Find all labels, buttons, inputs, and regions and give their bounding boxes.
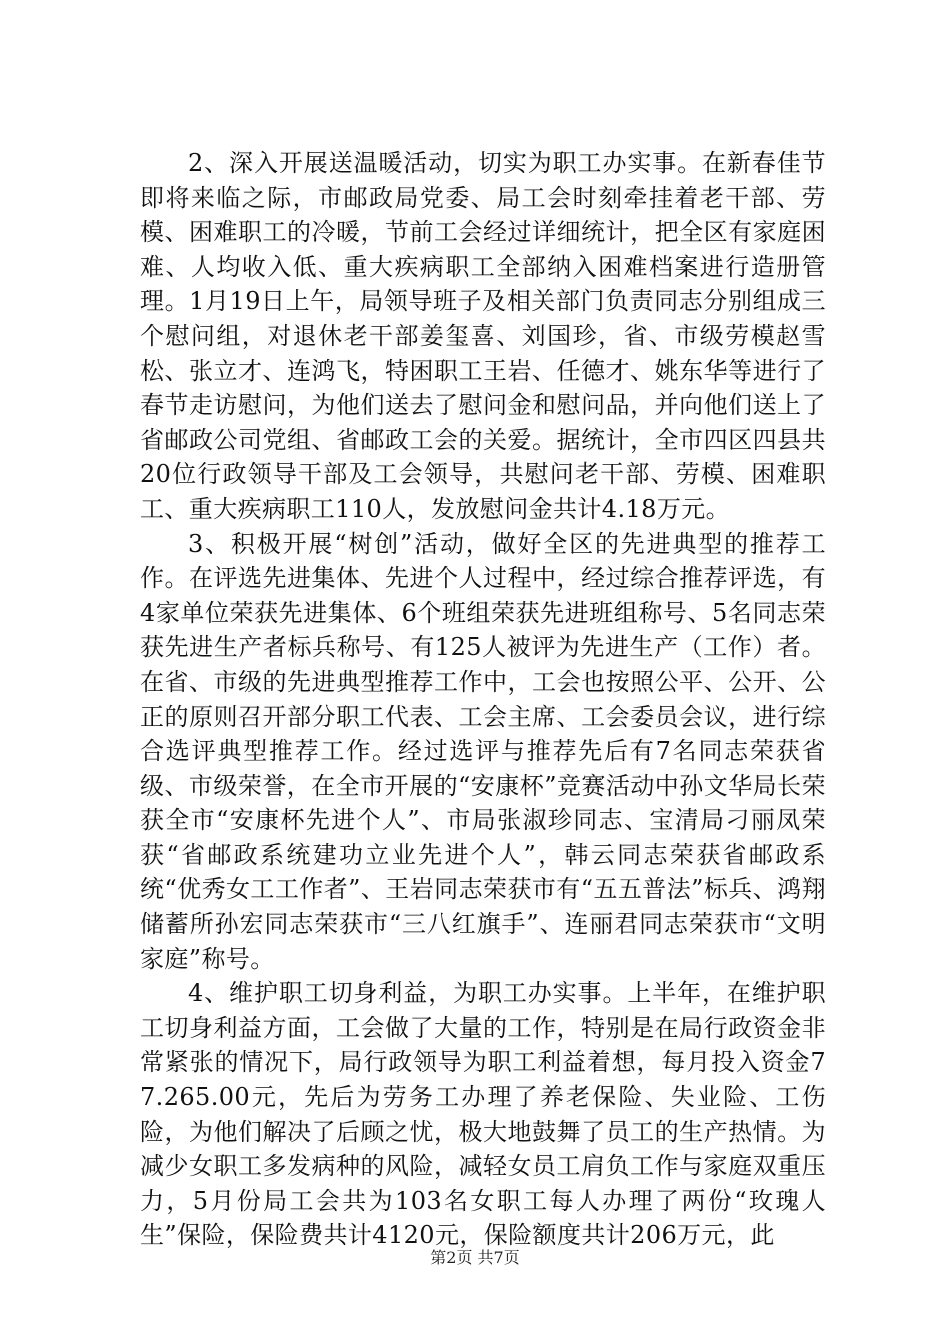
page-footer: 第2页 共7页	[430, 1248, 520, 1267]
paragraph-worker-rights: 4、维护职工切身利益，为职工办实事。上半年，在维护职工切身利益方面，工会做了大量的工作，特别是在局行政资金非常紧张的情况下，局行政领导为职工利益着想，每月投入资金77.265.00元，先后为劳务工办理了养老保险、失业险、工伤险，为他们解决了后顾之忧，极大地鼓舞了员工的生产热情。为减少女职工多发病种的风险，减轻女员工肩负工作与家庭双重压力，5月份局工会共为103名女职工每人办理了两份“玫瑰人生”保险，保险费共计4120元，保险额度共计206万元，此	[140, 979, 826, 1250]
paragraph-model-recommendation: 3、积极开展“树创”活动，做好全区的先进典型的推荐工作。在评选先进集体、先进个人过程中，经过综合推荐评选，有4家单位荣获先进集体、6个班组荣获先进班组称号、5名同志荣获先进生产者标兵称号、有125人被评为先进生产（工作）者。在省、市级的先进典型推荐工作中，工会也按照公平、公开、公正的原则召开部分职工代表、工会主席、工会委员会议，进行综合选评典型推荐工作。经过选评与推荐先后有7名同志荣获省级、市级荣誉，在全市开展的“安康杯”竞赛活动中孙文华局长荣获全市“安康杯先进个人”、市局张淑珍同志、宝清局刁丽凤荣获“省邮政系统建功立业先进个人”，韩云同志荣获省邮政系统“优秀女工工作者”、王岩同志荣获市有“五五普法”标兵、鸿翔储蓄所孙宏同志荣获市“三八红旗手”、连丽君同志荣获市“文明家庭”称号。	[140, 529, 826, 973]
document-body	[140, 146, 826, 1253]
paragraph-warmth-activity: 2、深入开展送温暖活动，切实为职工办实事。在新春佳节即将来临之际，市邮政局党委、局工会时刻牵挂着老干部、劳模、困难职工的冷暖，节前工会经过详细统计，把全区有家庭困难、人均收入低、重大疾病职工全部纳入困难档案进行造册管理。1月19日上午，局领导班子及相关部门负责同志分别组成三个慰问组，对退休老干部姜玺喜、刘国珍，省、市级劳模赵雪松、张立才、连鸿飞，特困职工王岩、任德才、姚东华等进行了春节走访慰问，为他们送去了慰问金和慰问品，并向他们送上了省邮政公司党组、省邮政工会的关爱。据统计，全市四区四县共20位行政领导干部及工会领导，共慰问老干部、劳模、困难职工、重大疾病职工110人，发放慰问金共计4.18万元。	[140, 149, 826, 523]
